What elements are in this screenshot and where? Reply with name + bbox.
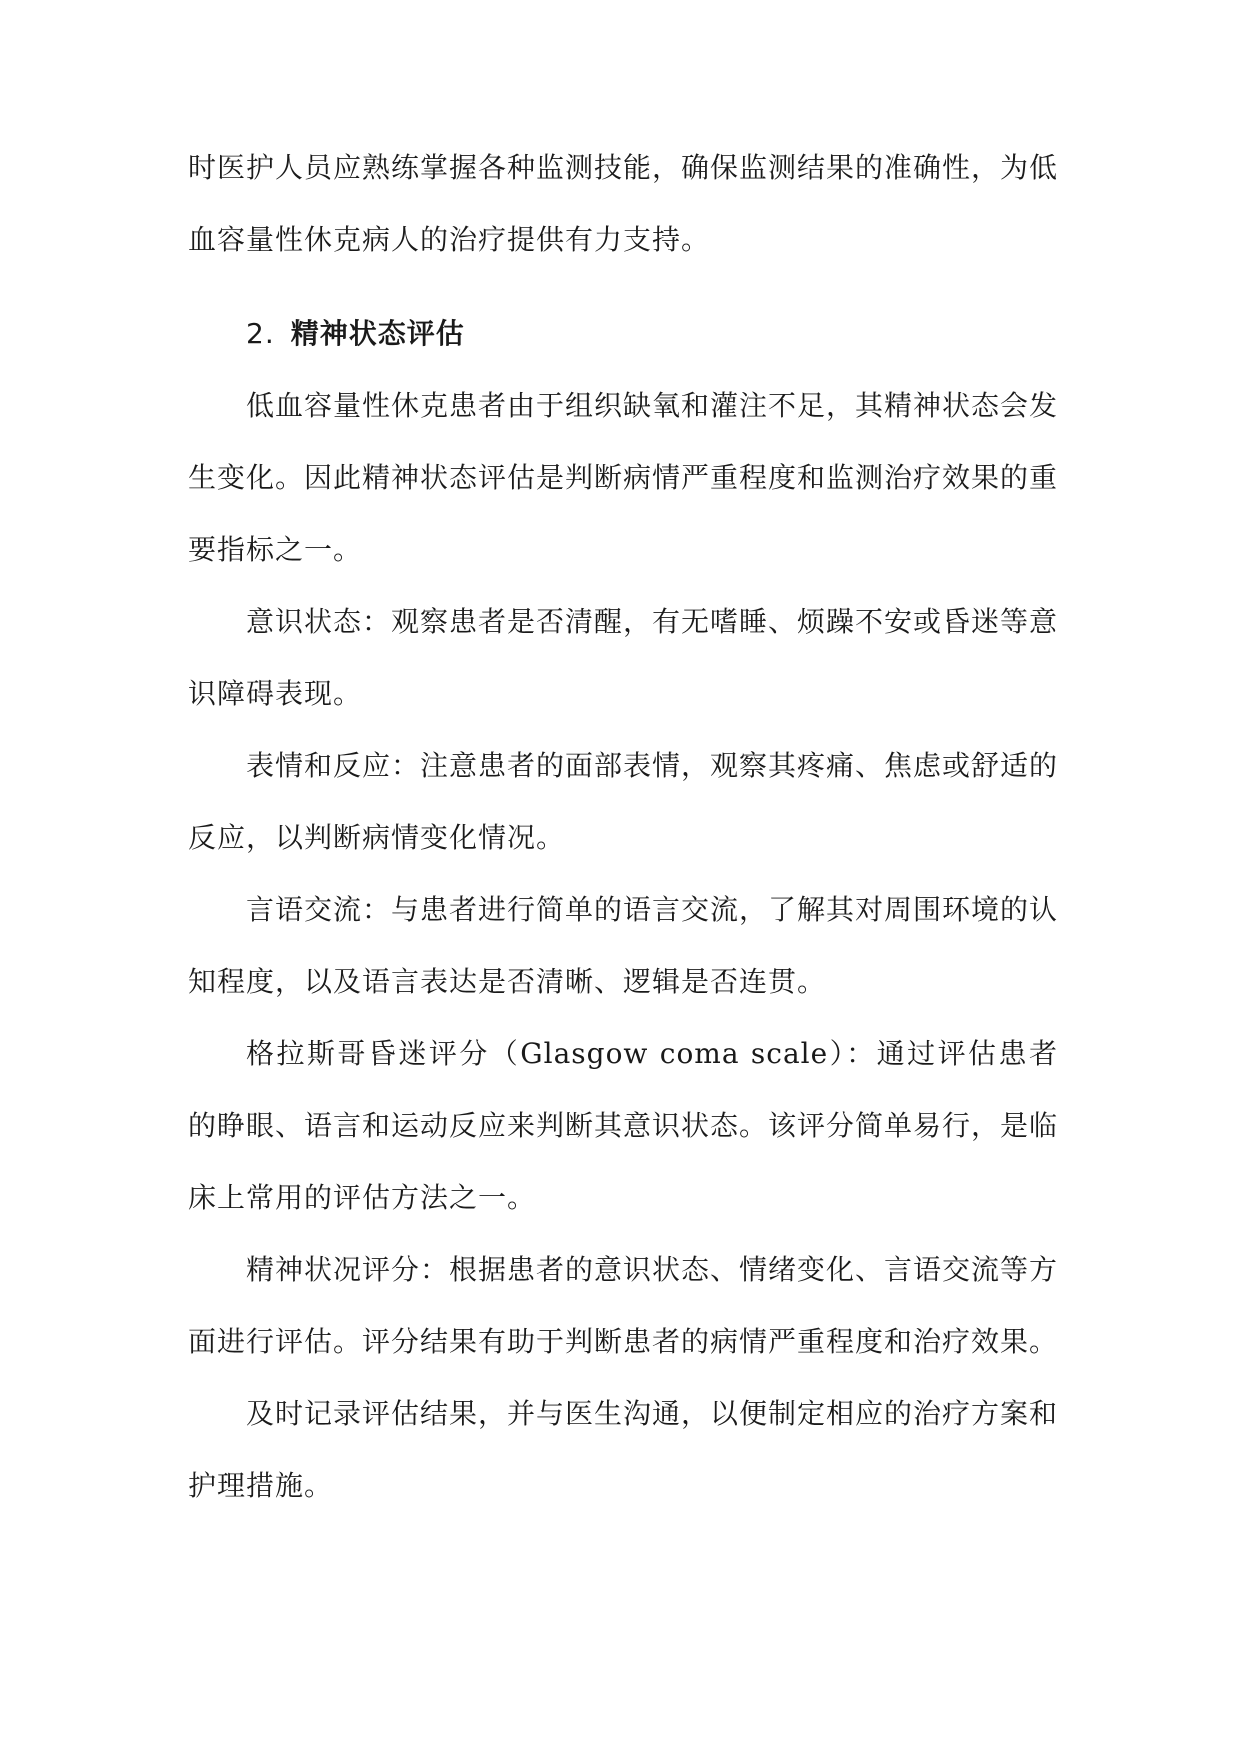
document-page [188,132,1058,1522]
closing-paragraph: 及时记录评估结果，并与医生沟通，以便制定相应的治疗方案和护理措施。 [188,1397,1059,1502]
intro-paragraph: 低血容量性休克患者由于组织缺氧和灌注不足，其精神状态会发生变化。因此精神状态评估是判断病情严重程度和监测治疗效果的重要指标之一。 [188,389,1059,566]
item-expression: 表情和反应：注意患者的面部表情，观察其疼痛、焦虑或舒适的反应，以判断病情变化情况。 [188,749,1059,854]
section-title: 精神状态评估 [290,317,465,350]
section-number: 2. [246,317,275,350]
item-consciousness: 意识状态：观察患者是否清醒，有无嗜睡、烦躁不安或昏迷等意识障碍表现。 [188,605,1059,710]
continuation-paragraph: 时医护人员应熟练掌握各种监测技能，确保监测结果的准确性，为低血容量性休克病人的治疗提供有力支持。 [188,151,1059,256]
item-mental-score: 精神状况评分：根据患者的意识状态、情绪变化、言语交流等方面进行评估。评分结果有助于判断患者的病情严重程度和治疗效果。 [188,1253,1059,1358]
section-heading [188,298,1058,370]
item-glasgow: 格拉斯哥昏迷评分（Glasgow coma scale）：通过评估患者的睁眼、语言和运动反应来判断其意识状态。该评分简单易行，是临床上常用的评估方法之一。 [188,1037,1059,1214]
item-verbal: 言语交流：与患者进行简单的语言交流，了解其对周围环境的认知程度，以及语言表达是否清晰、逻辑是否连贯。 [188,893,1059,998]
